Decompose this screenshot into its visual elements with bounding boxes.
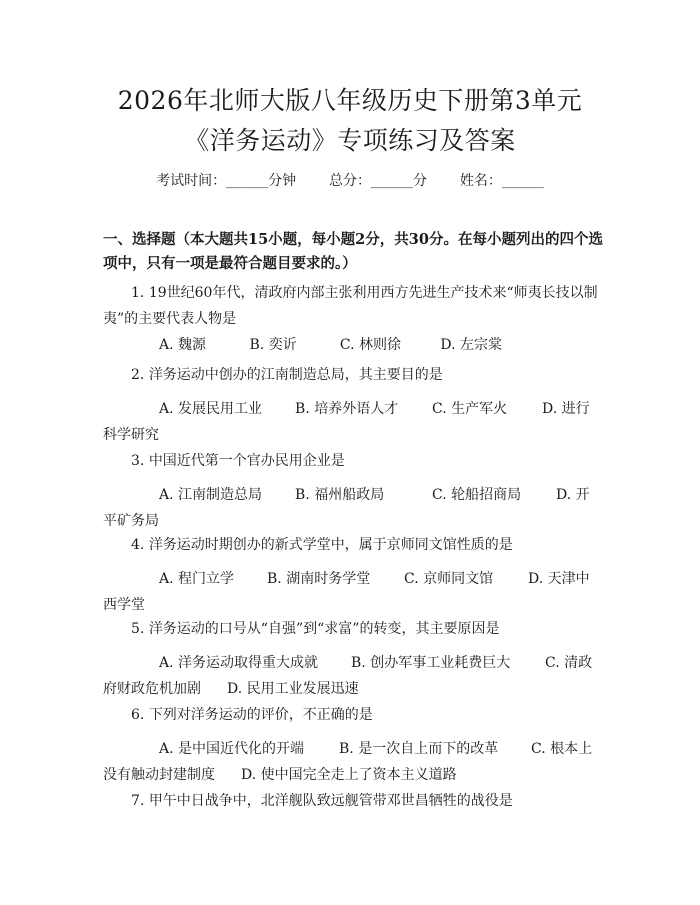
question-4-options: [103, 566, 600, 618]
question-text: 甲午中日战争中，北洋舰队致远舰管带邓世昌牺牲的战役是: [148, 793, 513, 809]
option-d: D. 使中国完全走上了资本主义道路: [241, 767, 457, 783]
option-a: A. 发展民用工业: [159, 401, 263, 417]
question-3-options: [103, 482, 600, 534]
doc-title-line-1: 2026年北师大版八年级历史下册第3单元: [117, 86, 583, 115]
option-a: A. 是中国近代化的开端: [159, 741, 305, 757]
question-number: 3.: [131, 453, 145, 469]
option-d: D. 进行科学研究: [103, 401, 590, 443]
total-score-field: 总分：______分: [329, 173, 427, 189]
option-b: B. 奕䜣: [249, 337, 297, 353]
option-b: B. 湖南时务学堂: [267, 571, 371, 587]
question-2: [103, 362, 600, 388]
option-a: A. 程门立学: [159, 571, 235, 587]
option-a: A. 江南制造总局: [159, 487, 263, 503]
question-5-options: [103, 650, 600, 702]
question-6-options: [103, 736, 600, 788]
exam-info-line: [0, 170, 700, 190]
option-c: C. 根本上没有触动封建制度: [103, 741, 593, 783]
question-number: 5.: [131, 621, 145, 637]
section-heading: 一、选择题（本大题共15小题，每小题2分，共30分。在每小题列出的四个选项中，只有一项是最符合题目要求的。）: [103, 231, 603, 272]
question-number: 4.: [131, 537, 145, 553]
option-b: B. 培养外语人才: [295, 401, 399, 417]
option-a: A. 魏源: [159, 337, 207, 353]
question-text: 19世纪60年代，清政府内部主张利用西方先进生产技术来“师夷长技以制夷”的主要代表人物是: [103, 285, 598, 327]
option-d: D. 民用工业发展迅速: [227, 681, 359, 697]
exam-time-field: 考试时间：______分钟: [156, 173, 297, 189]
option-d: D. 天津中西学堂: [103, 571, 590, 613]
option-d: D. 左宗棠: [440, 337, 502, 353]
option-d: D. 开平矿务局: [103, 487, 590, 529]
option-c: C. 清政府财政危机加剧: [103, 655, 593, 697]
question-text: 下列对洋务运动的评价，不正确的是: [148, 707, 373, 723]
question-number: 7.: [131, 793, 145, 809]
question-3: [103, 448, 600, 474]
question-text: 洋务运动中创办的江南制造总局，其主要目的是: [148, 367, 443, 383]
question-2-options: [103, 396, 600, 448]
question-6: [103, 702, 600, 728]
question-7: [103, 788, 600, 814]
option-b: B. 创办军事工业耗费巨大: [351, 655, 511, 671]
option-b: B. 福州船政局: [295, 487, 385, 503]
option-b: B. 是一次自上而下的改革: [339, 741, 499, 757]
option-c: C. 生产军火: [432, 401, 508, 417]
question-number: 1.: [131, 285, 145, 301]
question-text: 洋务运动时期创办的新式学堂中，属于京师同文馆性质的是: [148, 537, 513, 553]
student-name-field: 姓名：______: [459, 173, 544, 189]
question-text: 洋务运动的口号从“自强”到“求富”的转变，其主要原因是: [148, 621, 500, 637]
question-number: 6.: [131, 707, 145, 723]
question-number: 2.: [131, 367, 145, 383]
question-1: [103, 280, 600, 332]
option-c: C. 轮船招商局: [432, 487, 522, 503]
doc-title-line-2: 《洋务运动》专项练习及答案: [184, 126, 516, 155]
question-text: 中国近代第一个官办民用企业是: [148, 453, 345, 469]
option-a: A. 洋务运动取得重大成就: [159, 655, 319, 671]
question-4: [103, 532, 600, 558]
question-5: [103, 616, 600, 642]
option-c: C. 林则徐: [339, 337, 402, 353]
question-1-options: [103, 332, 600, 358]
option-c: C. 京师同文馆: [404, 571, 494, 587]
